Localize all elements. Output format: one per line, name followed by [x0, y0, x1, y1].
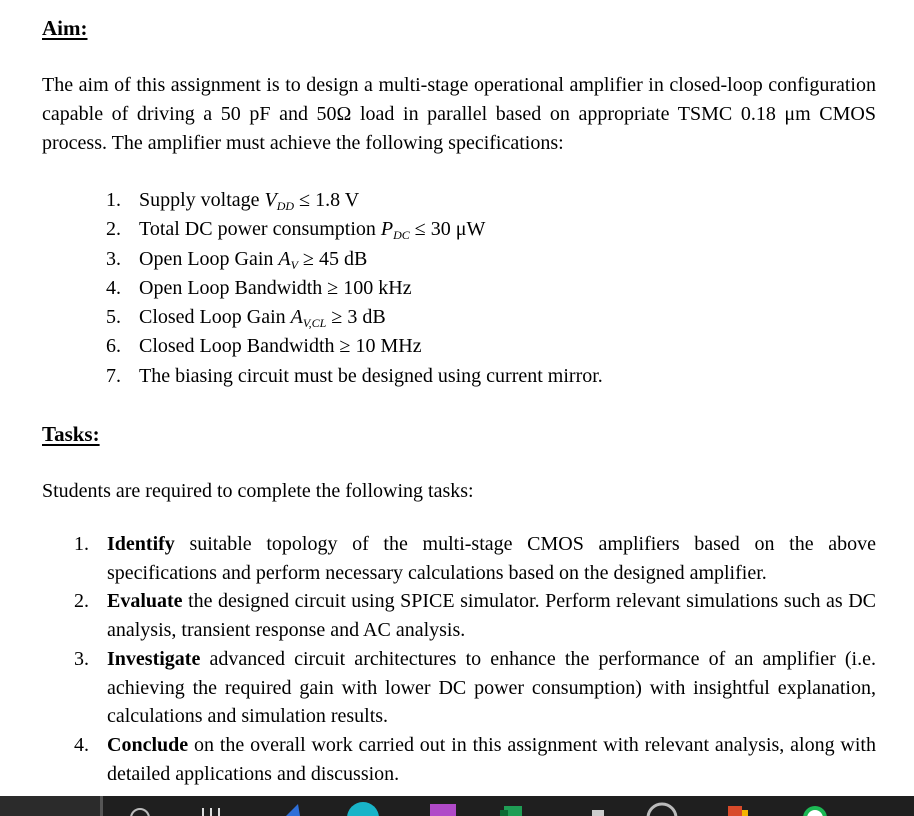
onenote-icon[interactable]	[345, 796, 381, 816]
spec-item: 7. The biasing circuit must be designed using current mirror.	[106, 364, 603, 387]
tasks-intro: Students are required to complete the following tasks:	[42, 480, 474, 502]
tasks-heading: Tasks:	[42, 422, 100, 446]
aim-heading: Aim:	[42, 16, 88, 40]
search-icon[interactable]	[0, 796, 100, 816]
spec-item: 3. Open Loop Gain $A_V \ge 45$ dB	[106, 247, 368, 272]
task-item: 1. Identify suitable topology of the multi-stage CMOS amplifiers based on the above specifications and perform necessary calculations based on the designed amplifier.	[74, 533, 876, 584]
edge-icon[interactable]	[282, 796, 302, 816]
taskbar-divider	[100, 796, 103, 816]
task-item: 3. Investigate advanced circuit architectures to enhance the performance of an amplifier (i.e. achieving the required gain with lower DC power consumption) with insightful explanation, calculations and simulation results.	[74, 647, 876, 728]
app-icon[interactable]	[800, 796, 830, 816]
task-item: 2. Evaluate the designed circuit using SPICE simulator. Perform relevant simulations such as DC analysis, transient response and AC analysis.	[74, 590, 876, 642]
specifications-list	[106, 186, 603, 391]
files-icon[interactable]	[500, 796, 526, 816]
spec-item: 4. Open Loop Bandwidth ≥ 100 kHz	[106, 276, 412, 299]
spec-item: 2. Total DC power consumption $P_{DC} \le 30$ μW	[106, 218, 486, 243]
tasks-list	[74, 530, 876, 788]
aim-paragraph: The aim of this assignment is to design a multi-stage operational amplifier in closed-loop configuration capable of driving a 50 pF and 50Ω load in parallel based on appropriate TSMC 0.18 μm CMOS process. The amplifier must achieve the following specifications:	[42, 74, 876, 154]
task-view-icon[interactable]	[130, 796, 150, 816]
spec-item: 1. Supply voltage $V_{DD} \le 1.8$ V	[106, 189, 360, 213]
file-explorer-icon[interactable]	[200, 796, 230, 816]
chrome-icon[interactable]	[586, 796, 606, 816]
excel-icon[interactable]	[430, 796, 456, 816]
powerpoint-icon[interactable]	[645, 796, 679, 816]
spec-item: 6. Closed Loop Bandwidth ≥ 10 MHz	[106, 335, 422, 358]
taskbar	[0, 796, 914, 816]
spec-item: 5. Closed Loop Gain $A_{V,CL} \ge 3$ dB	[106, 306, 386, 331]
app-icon[interactable]	[722, 796, 750, 816]
task-item: 4. Conclude on the overall work carried out in this assignment with relevant analysis, along with detailed applications and discussion.	[74, 733, 876, 785]
